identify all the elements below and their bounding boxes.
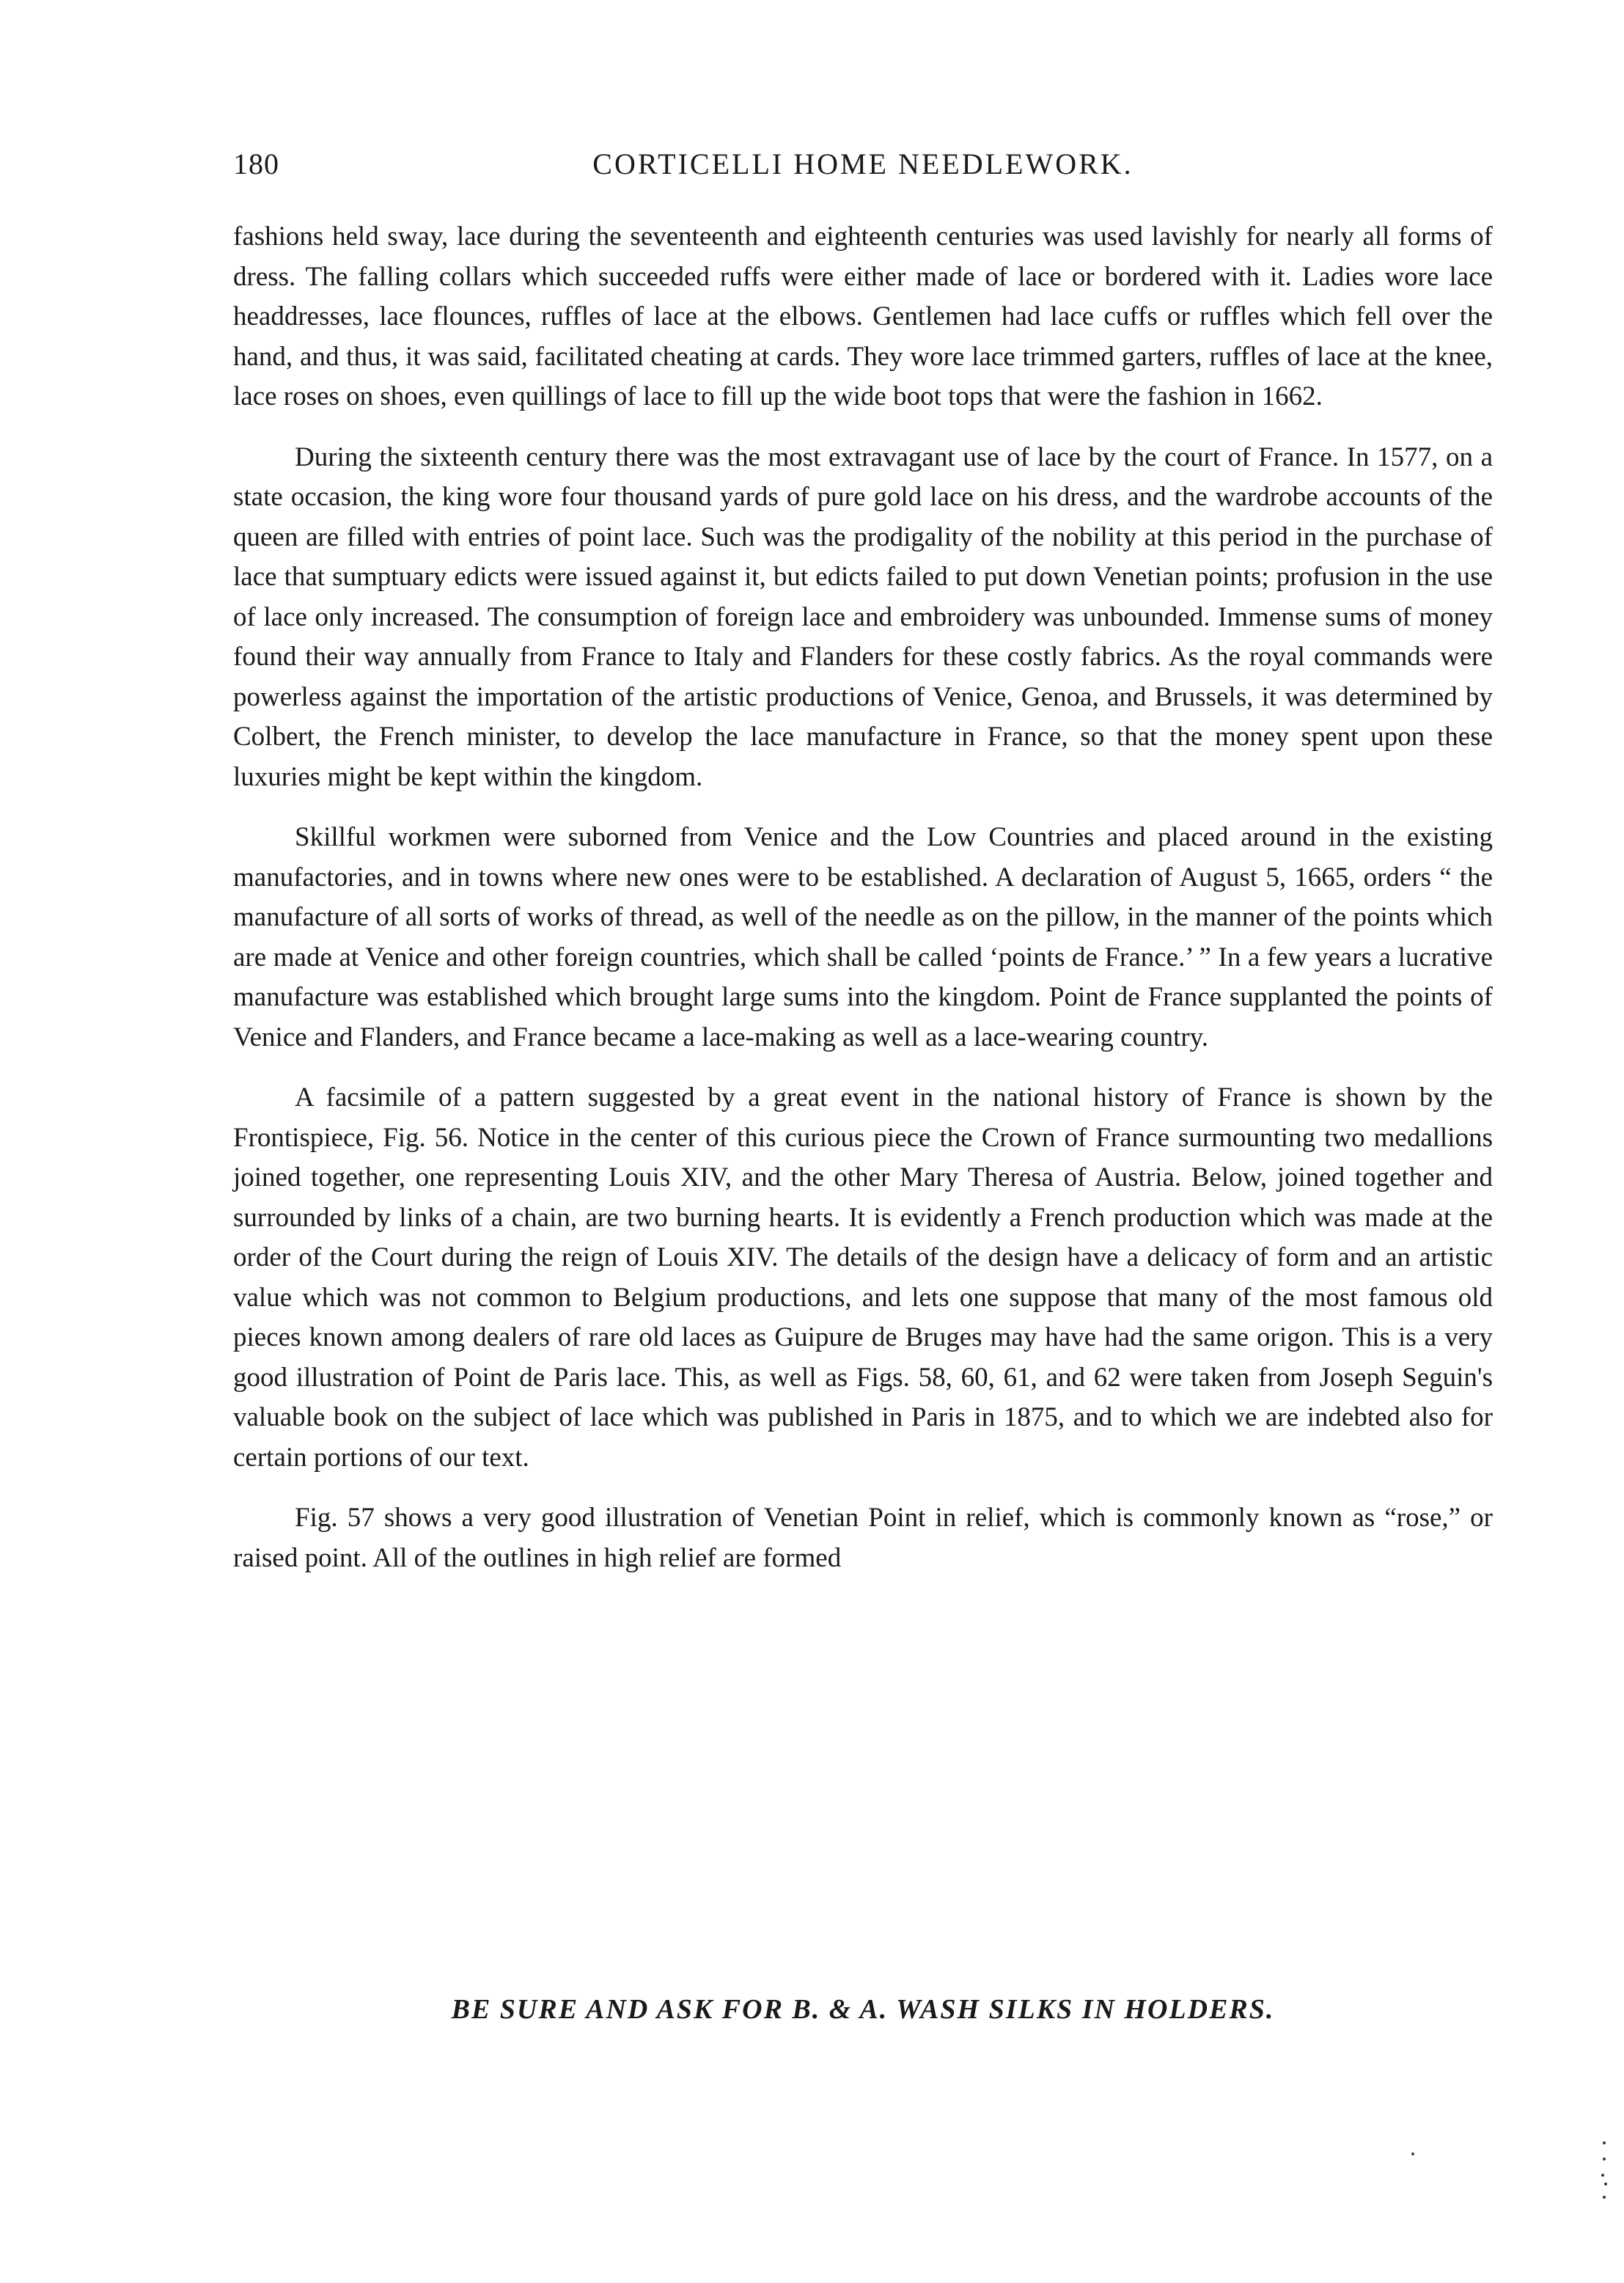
paragraph-continued: fashions held sway, lace during the seventeenth and eighteenth centuries was used lavishly for nearly all forms of dress. The falling collars which succeeded ruffs were either made of lace or bordered with it. Ladies wore lace headdresses, lace flounces, ruffles of lace at the elbows. Gentlemen had lace cuffs or ruffles which fell over the hand, and thus, it was said, facilitated cheating at cards. They wore lace trimmed garters, ruffles of lace at the knee, lace roses on shoes, even quillings of lace to fill up the wide boot tops that were the fashion in 1662. [233, 221, 1493, 411]
body-text [233, 217, 1493, 1599]
paragraph: Skillful workmen were suborned from Venice and the Low Countries and placed around in the existing manufactories, and in towns where new ones were to be established. A declaration of August 5, 1665, orders “ the manufacture of all sorts of works of thread, as well of the needle as on the pillow, in the manner of the points which are made at Venice and other foreign countries, which shall be called ‘points de France.’ ” In a few years a lucrative manufacture was established which brought large sums into the kingdom. Point de France supplanted the points of Venice and Flanders, and France became a lace-making as well as a lace-wearing country. [233, 822, 1493, 1052]
scan-margin-specks [1598, 2141, 1613, 2207]
page-number: 180 [233, 147, 279, 180]
scan-speck [1411, 2152, 1414, 2155]
paragraph: During the sixteenth century there was the most extravagant use of lace by the court of France. In 1577, on a state occasion, the king wore four thousand yards of pure gold lace on his dress, and the wardrobe accounts of the queen are filled with entries of point lace. Such was the prodigality of the nobility at this period in the purchase of lace that sumptuary edicts were issued against it, but edicts failed to put down Venetian points; profusion in the use of lace only increased. The consumption of foreign lace and embroidery was unbounded. Immense sums of money found their way annually from France to Italy and Flanders for these costly fabrics. As the royal commands were powerless against the importation of the artistic productions of Venice, Genoa, and Brussels, it was determined by Colbert, the French minister, to develop the lace manufacture in France, so that the money spent upon these luxuries might be kept within the kingdom. [233, 441, 1493, 792]
paragraph: Fig. 57 shows a very good illustration of Venetian Point in relief, which is commonly known as “rose,” or raised point. All of the outlines in high relief are formed [233, 1503, 1493, 1573]
running-head [233, 147, 1493, 191]
paragraph: A facsimile of a pattern suggested by a great event in the national history of France is shown by the Frontispiece, Fig. 56. Notice in the center of this curious piece the Crown of France surmounting two medallions joined together, one representing Louis XIV, and the other Mary Theresa of Austria. Below, joined together and surrounded by links of a chain, are two burning hearts. It is evidently a French production which was made at the order of the Court during the reign of Louis XIV. The details of the design have a delicacy of form and an artistic value which was not common to Belgium productions, and lets one suppose that many of the most famous old pieces known among dealers of rare old laces as Guipure de Bruges may have had the same origon. This is a very good illustration of Point de Paris lace. This, as well as Figs. 58, 60, 61, and 62 were taken from Joseph Seguin's valuable book on the subject of lace which was published in Paris in 1875, and to which we are indebted also for certain portions of our text. [233, 1082, 1493, 1473]
page-title: CORTICELLI HOME NEEDLEWORK. [592, 147, 1134, 180]
footer-advertisement: BE SURE AND ASK FOR B. & A. WASH SILKS IN HOLDERS. [451, 1994, 1275, 2025]
